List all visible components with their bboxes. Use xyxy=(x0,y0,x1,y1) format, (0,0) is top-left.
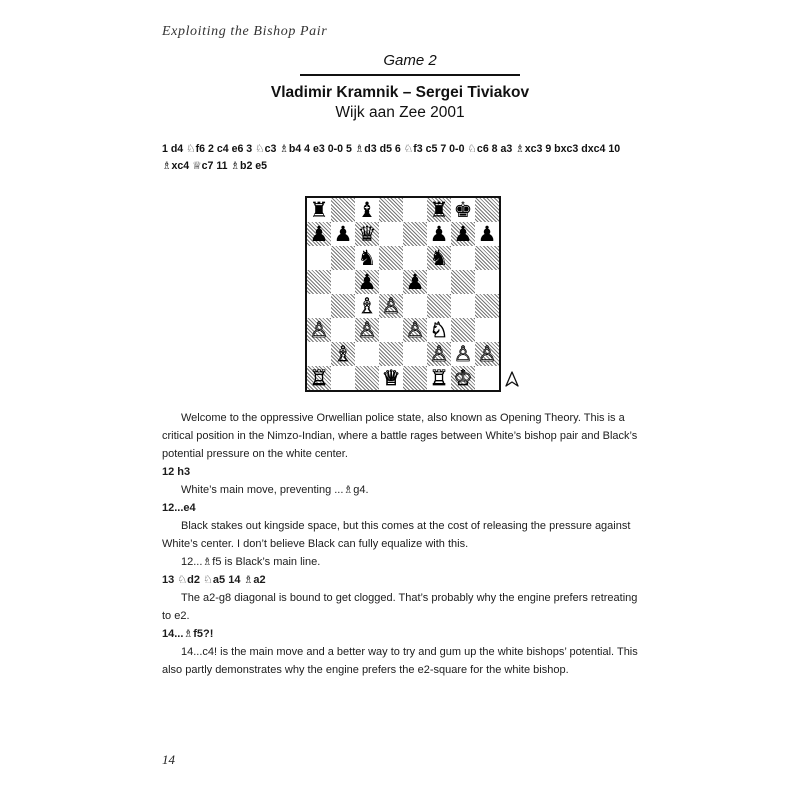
square-d6 xyxy=(379,246,403,270)
move-line: 13 ♘d2 ♘a5 14 ♗a2 xyxy=(162,574,266,586)
square-e5 xyxy=(403,270,427,294)
paragraph: The a2-g8 diagonal is bound to get clogged. That’s probably why the engine prefers retreating to e2. xyxy=(162,592,638,622)
black-bishop-icon: ♝ xyxy=(357,198,377,222)
black-pawn-icon: ♟ xyxy=(405,270,425,294)
square-f1 xyxy=(427,366,451,390)
black-pawn-icon: ♟ xyxy=(333,222,353,246)
square-c5 xyxy=(355,270,379,294)
square-h8 xyxy=(475,198,499,222)
black-knight-icon: ♞ xyxy=(429,246,449,270)
black-pawn-icon: ♟ xyxy=(429,222,449,246)
square-c4 xyxy=(355,294,379,318)
page-number: 14 xyxy=(162,752,175,767)
square-e8 xyxy=(403,198,427,222)
players-heading: Vladimir Kramnik – Sergei Tiviakov xyxy=(270,84,530,101)
event-heading: Wijk aan Zee 2001 xyxy=(335,104,465,121)
square-b8 xyxy=(331,198,355,222)
game-label: Game 2 xyxy=(383,52,437,69)
square-c2 xyxy=(355,342,379,366)
white-pawn-icon: ♙ xyxy=(477,342,497,366)
square-g1 xyxy=(451,366,475,390)
square-b3 xyxy=(331,318,355,342)
paragraph: Black stakes out kingside space, but this comes at the cost of releasing the pressure against White’s center. I don’t believe Black can fully equalize with this. xyxy=(162,520,631,550)
paragraph: 14...c4! is the main move and a better way to try and gum up the white bishops’ potential. This also partly demonstrates why the engine prefers the e2-square for the white bishop. xyxy=(162,646,638,676)
black-knight-icon: ♞ xyxy=(357,246,377,270)
square-g2 xyxy=(451,342,475,366)
white-bishop-icon: ♗ xyxy=(357,294,377,318)
black-king-icon: ♚ xyxy=(453,198,473,222)
square-f5 xyxy=(427,270,451,294)
black-pawn-icon: ♟ xyxy=(309,222,329,246)
square-d4 xyxy=(379,294,403,318)
square-a2 xyxy=(307,342,331,366)
square-d5 xyxy=(379,270,403,294)
square-d3 xyxy=(379,318,403,342)
annotation-text xyxy=(162,409,640,679)
square-b7 xyxy=(331,222,355,246)
square-h7 xyxy=(475,222,499,246)
square-g4 xyxy=(451,294,475,318)
paragraph: White’s main move, preventing ...♗g4. xyxy=(181,484,369,496)
square-e3 xyxy=(403,318,427,342)
square-f3 xyxy=(427,318,451,342)
black-rook-icon: ♜ xyxy=(309,198,329,222)
square-a8 xyxy=(307,198,331,222)
square-f6 xyxy=(427,246,451,270)
square-g8 xyxy=(451,198,475,222)
move-line: 14...♗f5?! xyxy=(162,628,214,640)
square-b2 xyxy=(331,342,355,366)
running-head: Exploiting the Bishop Pair xyxy=(162,24,328,39)
square-a3 xyxy=(307,318,331,342)
white-pawn-icon: ♙ xyxy=(381,294,401,318)
square-f8 xyxy=(427,198,451,222)
square-c6 xyxy=(355,246,379,270)
square-d1 xyxy=(379,366,403,390)
square-f2 xyxy=(427,342,451,366)
white-rook-icon: ♖ xyxy=(309,366,329,390)
white-rook-icon: ♖ xyxy=(429,366,449,390)
square-e7 xyxy=(403,222,427,246)
move-line: 12...e4 xyxy=(162,502,196,514)
square-e2 xyxy=(403,342,427,366)
square-g5 xyxy=(451,270,475,294)
square-c7 xyxy=(355,222,379,246)
square-c3 xyxy=(355,318,379,342)
opening-moves: 1 d4 ♘f6 2 c4 e6 3 ♘c3 ♗b4 4 e3 0-0 5 ♗d3 d5 6 ♘f3 c5 7 0-0 ♘c6 8 a3 ♗xc3 9 bxc3 dxc4 10 ♗xc4 ♕c7 11 ♗b2 e5 xyxy=(162,143,621,172)
square-a1 xyxy=(307,366,331,390)
square-f4 xyxy=(427,294,451,318)
white-knight-icon: ♘ xyxy=(429,318,449,342)
square-h5 xyxy=(475,270,499,294)
square-h1 xyxy=(475,366,499,390)
paragraph: 12...♗f5 is Black’s main line. xyxy=(181,556,321,568)
move-line: 12 h3 xyxy=(162,466,191,478)
triangle-outline-icon xyxy=(505,371,519,387)
square-a4 xyxy=(307,294,331,318)
square-e4 xyxy=(403,294,427,318)
white-pawn-icon: ♙ xyxy=(429,342,449,366)
square-c8 xyxy=(355,198,379,222)
square-e6 xyxy=(403,246,427,270)
white-pawn-icon: ♙ xyxy=(309,318,329,342)
square-d8 xyxy=(379,198,403,222)
square-d2 xyxy=(379,342,403,366)
black-pawn-icon: ♟ xyxy=(453,222,473,246)
white-bishop-icon: ♗ xyxy=(333,342,353,366)
white-pawn-icon: ♙ xyxy=(405,318,425,342)
square-b1 xyxy=(331,366,355,390)
title-rule xyxy=(300,74,520,76)
square-b6 xyxy=(331,246,355,270)
square-a6 xyxy=(307,246,331,270)
paragraph: Welcome to the oppressive Orwellian police state, also known as Opening Theory. This is a critical position in the Nimzo-Indian, where a battle rages between White’s bishop pair and Black’s potential pressure on the white center. xyxy=(162,412,638,460)
square-h6 xyxy=(475,246,499,270)
white-queen-icon: ♕ xyxy=(381,366,401,390)
square-h3 xyxy=(475,318,499,342)
square-g6 xyxy=(451,246,475,270)
square-b5 xyxy=(331,270,355,294)
square-h2 xyxy=(475,342,499,366)
white-king-icon: ♔ xyxy=(453,366,473,390)
square-h4 xyxy=(475,294,499,318)
square-g3 xyxy=(451,318,475,342)
black-rook-icon: ♜ xyxy=(429,198,449,222)
black-pawn-icon: ♟ xyxy=(357,270,377,294)
black-pawn-icon: ♟ xyxy=(477,222,497,246)
square-a5 xyxy=(307,270,331,294)
square-f7 xyxy=(427,222,451,246)
black-queen-icon: ♛ xyxy=(357,222,377,246)
white-pawn-icon: ♙ xyxy=(453,342,473,366)
square-a7 xyxy=(307,222,331,246)
chess-diagram xyxy=(305,196,501,392)
square-b4 xyxy=(331,294,355,318)
square-c1 xyxy=(355,366,379,390)
square-g7 xyxy=(451,222,475,246)
white-pawn-icon: ♙ xyxy=(357,318,377,342)
square-d7 xyxy=(379,222,403,246)
square-e1 xyxy=(403,366,427,390)
